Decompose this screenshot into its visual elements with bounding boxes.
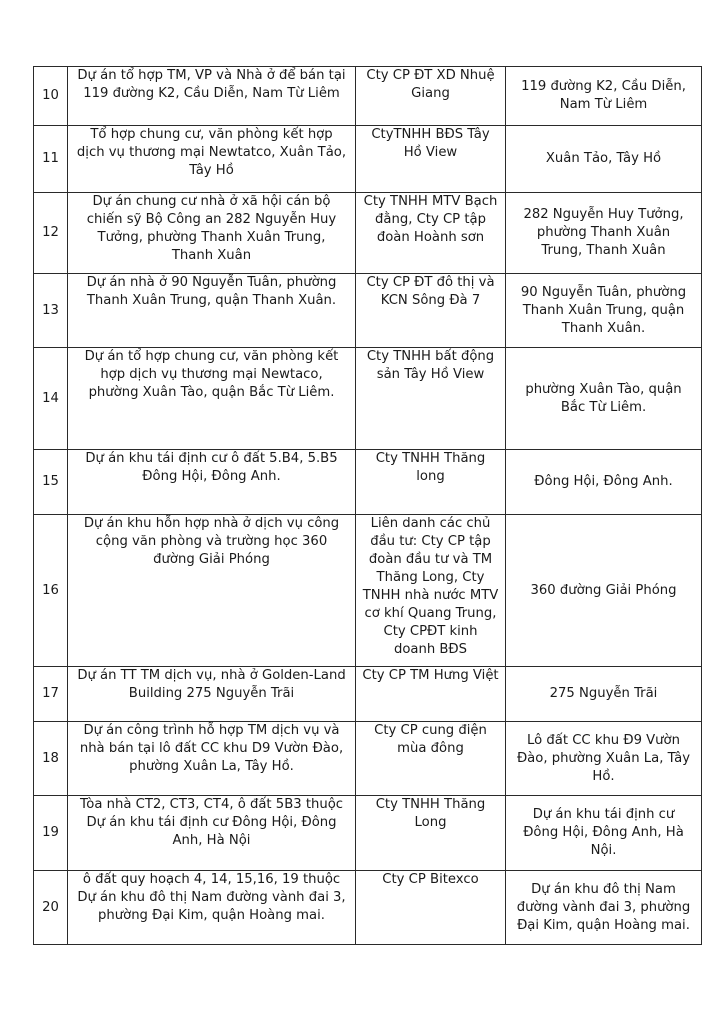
table-row	[34, 515, 702, 667]
location: 282 Nguyễn Huy Tưởng, phường Thanh Xuân Trung, Thanh Xuân	[506, 193, 702, 274]
row-number: 16	[34, 515, 68, 667]
table-row	[34, 348, 702, 450]
investor: Cty TNHH Thăng long	[356, 450, 506, 515]
project-name: Tổ hợp chung cư, văn phòng kết hợp dịch vụ thương mại Newtatco, Xuân Tảo, Tây Hồ	[68, 126, 356, 193]
row-number: 10	[34, 67, 68, 126]
location: Đông Hội, Đông Anh.	[506, 450, 702, 515]
row-number: 12	[34, 193, 68, 274]
row-number: 15	[34, 450, 68, 515]
row-number: 17	[34, 667, 68, 722]
investor: Cty CP cung điện mùa đông	[356, 722, 506, 796]
location: 360 đường Giải Phóng	[506, 515, 702, 667]
location: Xuân Tảo, Tây Hồ	[506, 126, 702, 193]
table-row	[34, 67, 702, 126]
investor: Cty CP ĐT XD Nhuệ Giang	[356, 67, 506, 126]
table-row	[34, 667, 702, 722]
project-name: ô đất quy hoạch 4, 14, 15,16, 19 thuộc Dự án khu đô thị Nam đường vành đai 3, phường Đại Kim, quận Hoàng mai.	[68, 871, 356, 945]
row-number: 18	[34, 722, 68, 796]
row-number: 19	[34, 796, 68, 871]
project-table	[33, 66, 702, 945]
project-name: Dự án chung cư nhà ở xã hội cán bộ chiến sỹ Bộ Công an 282 Nguyễn Huy Tưởng, phường Thanh Xuân Trung, Thanh Xuân	[68, 193, 356, 274]
table-row	[34, 450, 702, 515]
project-name: Dự án tổ hợp TM, VP và Nhà ở để bán tại 119 đường K2, Cầu Diễn, Nam Từ Liêm	[68, 67, 356, 126]
location: 275 Nguyễn Trãi	[506, 667, 702, 722]
project-name: Dự án khu tái định cư ô đất 5.B4, 5.B5 Đông Hội, Đông Anh.	[68, 450, 356, 515]
row-number: 14	[34, 348, 68, 450]
row-number: 20	[34, 871, 68, 945]
investor: Cty CP ĐT đô thị và KCN Sông Đà 7	[356, 274, 506, 348]
row-number: 11	[34, 126, 68, 193]
table-row	[34, 722, 702, 796]
investor: Cty TNHH bất động sản Tây Hồ View	[356, 348, 506, 450]
project-name: Dự án TT TM dịch vụ, nhà ở Golden-Land Building 275 Nguyễn Trãi	[68, 667, 356, 722]
table-row	[34, 193, 702, 274]
location: 119 đường K2, Cầu Diễn, Nam Từ Liêm	[506, 67, 702, 126]
investor: CtyTNHH BĐS Tây Hồ View	[356, 126, 506, 193]
project-name: Dự án nhà ở 90 Nguyễn Tuân, phường Thanh Xuân Trung, quận Thanh Xuân.	[68, 274, 356, 348]
location: Lô đất CC khu Đ9 Vườn Đào, phường Xuân La, Tây Hồ.	[506, 722, 702, 796]
investor: Cty CP Bitexco	[356, 871, 506, 945]
project-name: Dự án khu hỗn hợp nhà ở dịch vụ công cộng văn phòng và trường học 360 đường Giải Phóng	[68, 515, 356, 667]
investor: Cty CP TM Hưng Việt	[356, 667, 506, 722]
location: phường Xuân Tào, quận Bắc Từ Liêm.	[506, 348, 702, 450]
table-row	[34, 274, 702, 348]
investor: Liên danh các chủ đầu tư: Cty CP tập đoàn đầu tư và TM Thăng Long, Cty TNHH nhà nước MTV cơ khí Quang Trung, Cty CPĐT kinh doanh BĐS	[356, 515, 506, 667]
location: Dự án khu đô thị Nam đường vành đai 3, phường Đại Kim, quận Hoàng mai.	[506, 871, 702, 945]
investor: Cty TNHH MTV Bạch đằng, Cty CP tập đoàn Hoành sơn	[356, 193, 506, 274]
row-number: 13	[34, 274, 68, 348]
table-row	[34, 126, 702, 193]
location: Dự án khu tái định cư Đông Hội, Đông Anh, Hà Nội.	[506, 796, 702, 871]
table-row	[34, 796, 702, 871]
table-row	[34, 871, 702, 945]
project-name: Tòa nhà CT2, CT3, CT4, ô đất 5B3 thuộc Dự án khu tái định cư Đông Hội, Đông Anh, Hà Nội	[68, 796, 356, 871]
location: 90 Nguyễn Tuân, phường Thanh Xuân Trung, quận Thanh Xuân.	[506, 274, 702, 348]
project-name: Dự án tổ hợp chung cư, văn phòng kết hợp dịch vụ thương mại Newtaco, phường Xuân Tào, quận Bắc Từ Liêm.	[68, 348, 356, 450]
project-name: Dự án công trình hỗ hợp TM dịch vụ và nhà bán tại lô đất CC khu D9 Vườn Đào, phường Xuân La, Tây Hồ.	[68, 722, 356, 796]
investor: Cty TNHH Thăng Long	[356, 796, 506, 871]
